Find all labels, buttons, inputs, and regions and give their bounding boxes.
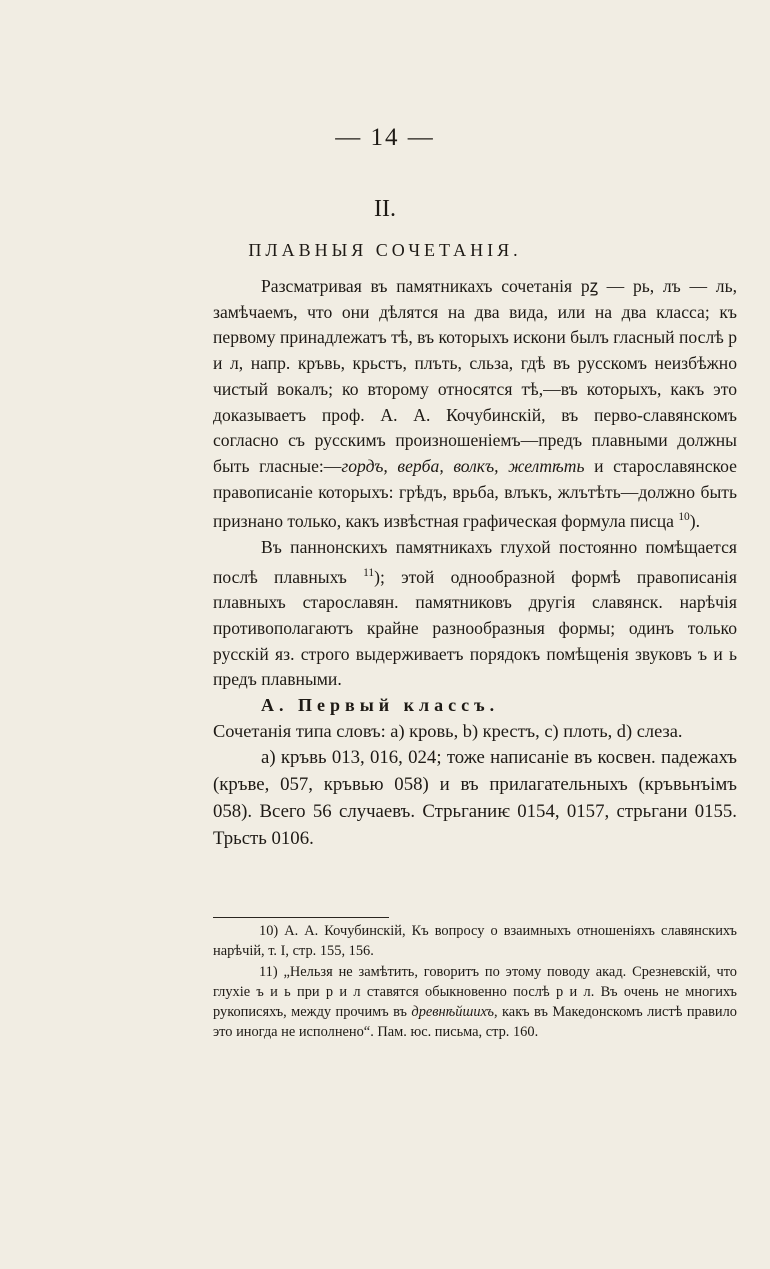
paragraph-3: а) кръвь 013, 016, 024; тоже написаніе въ косвен. падежахъ (кръве, 057, кръвью 058) и въ прилагательныхъ (кръвьнъімъ 058). Всего 56 случаевъ. Стрьганиѥ 0154, 0157, стрьгани 0155. Трьсть 0106.	[213, 747, 737, 850]
footnote-text: , какъ въ Македонскомъ листѣ правило это иногда не исполнено“. Пам. юс. письма, стр. 160.	[213, 1003, 738, 1040]
footnote-11	[213, 963, 737, 1042]
italic-words: гордъ, верба, волкъ, желтѣть	[341, 455, 585, 476]
footnote-ref-11[interactable]: 11	[363, 566, 375, 579]
paragraph-text: и старославянское правописаніе которыхъ: грѣдъ, врьба, влъкъ, жлътѣть—должно быть признано только, какъ извѣстная графическая формула писца	[213, 455, 737, 532]
italic-word: древнѣйшихъ	[411, 1003, 495, 1020]
footnotes	[213, 922, 737, 1042]
paragraph-text: ).	[689, 511, 701, 532]
paragraph-text: Разсматривая въ памятникахъ сочетанія рꙁ — рь, лъ — ль, замѣчаемъ, что они дѣлятся на два вида, или на два класса; къ первому принадлежатъ тѣ, въ которыхъ искони былъ гласный послѣ р и л, напр. кръвь, крьстъ, плъть, сльза, гдѣ въ русскомъ неизбѣжно чистый вокалъ; ко второму относятся тѣ,—въ которыхъ, какъ это доказываетъ проф. А. А. Кочубинскій, въ перво-славянскомъ согласно съ русскимъ произношеніемъ—предъ плавными должны быть гласные:—	[213, 276, 737, 476]
footnote-text: 11) „Нельзя не замѣтить, говоритъ по этому поводу акад. Срезневскій, что глухіе ъ и ь при р и л ставятся обыкновенно послѣ р и л. Въ очень не многихъ рукописяхъ, между прочимъ въ	[213, 964, 737, 1020]
word-types-line: Сочетанія типа словъ: а) кровь, b) крестъ, c) плоть, d) слеза.	[213, 720, 683, 741]
subsection-heading: А. Первый классъ.	[261, 694, 500, 715]
paragraph-text: ); этой однообразной формѣ правописанія плавныхъ старославян. памятниковъ другія славянск. нарѣчія противополагаютъ крайне разнообразныя формы; одинъ только русскій яз. строго выдерживаетъ порядокъ помѣщенія звуковъ ъ и ь предъ плавными.	[213, 566, 737, 690]
footnote-divider	[213, 917, 389, 918]
paragraph-text: Въ паннонскихъ памятникахъ глухой постоянно помѣщается послѣ плавныхъ	[213, 536, 737, 587]
footnote-ref-10[interactable]: 10	[678, 511, 690, 524]
main-text	[213, 274, 737, 852]
page-number: — 14 —	[335, 124, 435, 151]
section-title: ПЛАВНЫЯ СОЧЕТАНІЯ.	[248, 240, 522, 260]
paragraph-1	[213, 274, 737, 535]
footnote-10: 10) А. А. Кочубинскій, Къ вопросу о взаимныхъ отношеніяхъ славянскихъ нарѣчій, т. I, стр. 155, 156.	[213, 923, 737, 959]
paragraph-2	[213, 535, 737, 693]
section-numeral: II.	[374, 196, 396, 222]
